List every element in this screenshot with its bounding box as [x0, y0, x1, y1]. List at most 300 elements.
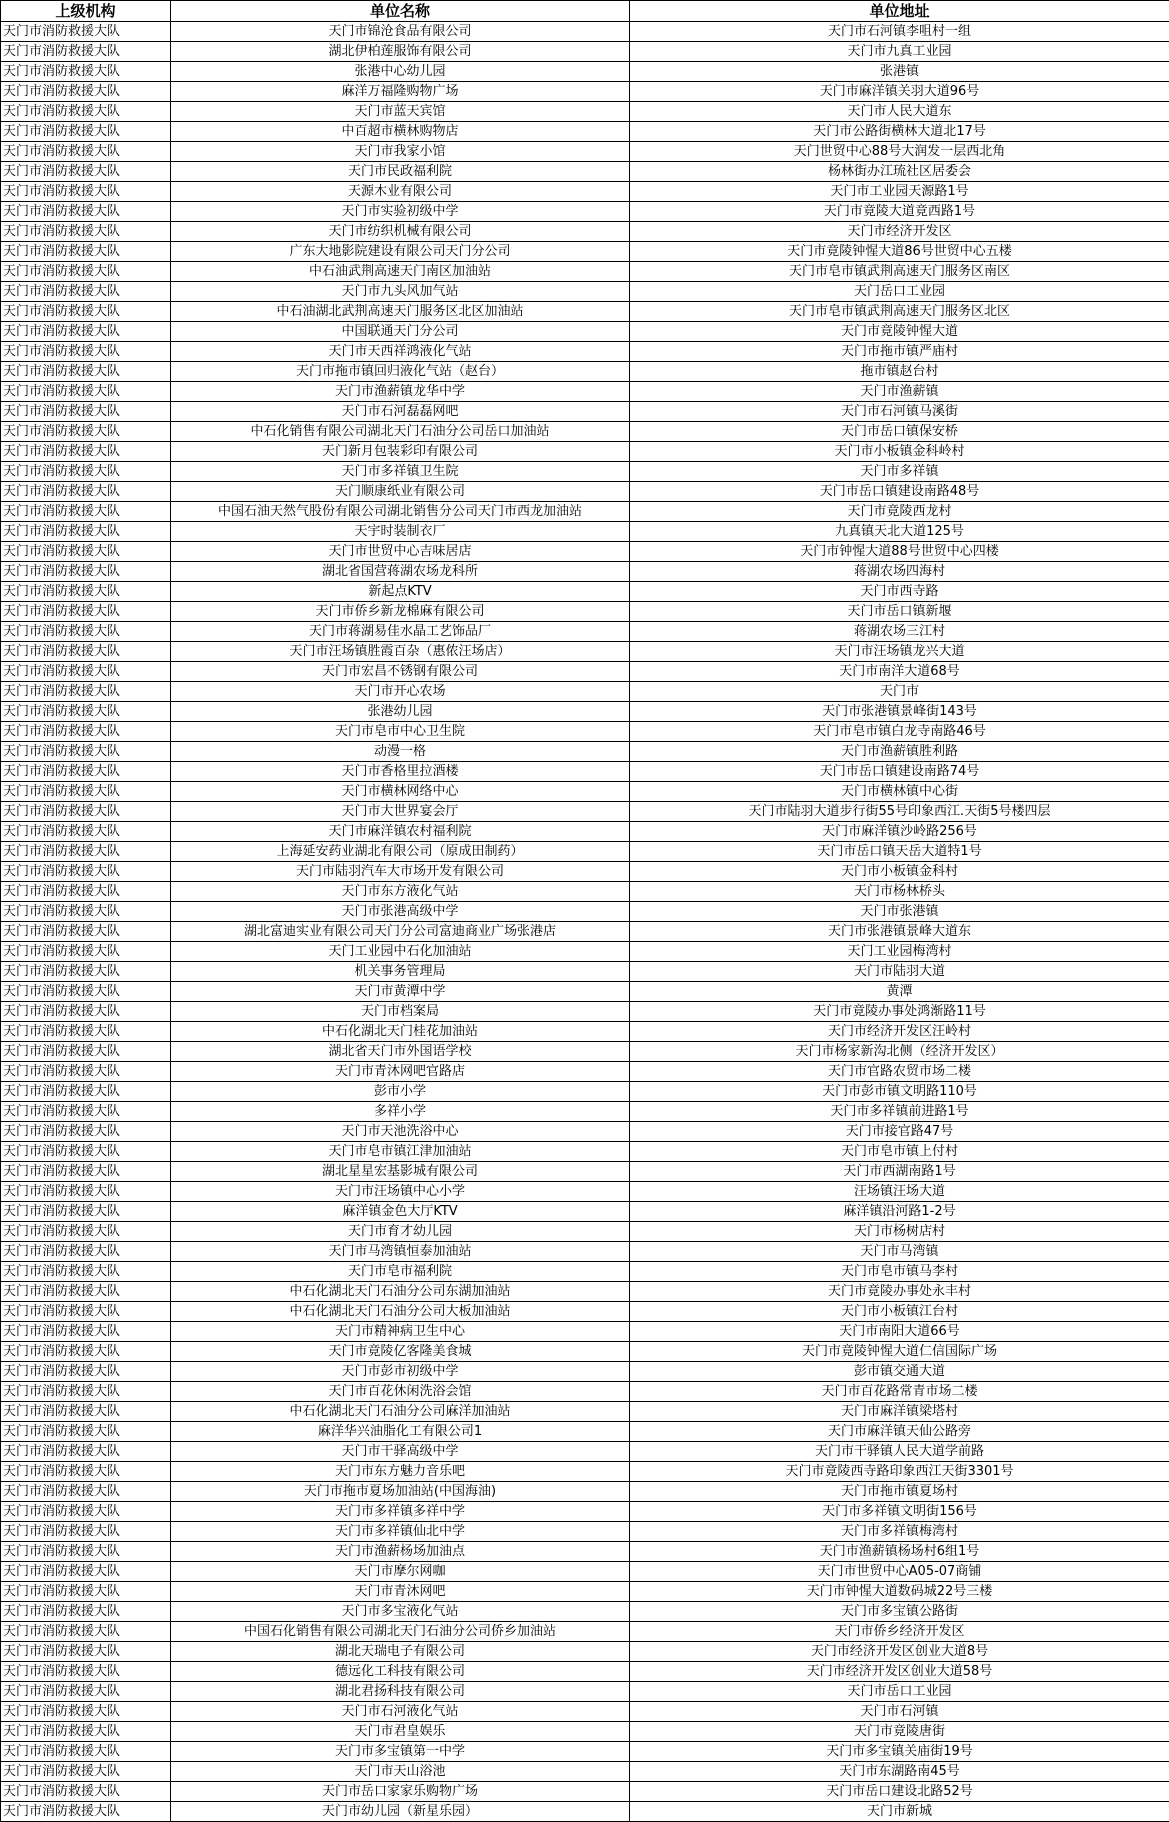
table-row [1, 882, 1169, 902]
unit-name-cell: 天门市开心农场 [171, 682, 630, 702]
table-row [1, 1342, 1169, 1362]
table-row [1, 942, 1169, 962]
table-row [1, 142, 1169, 162]
table-row [1, 502, 1169, 522]
unit-name-cell: 天门市纺织机械有限公司 [171, 222, 630, 242]
superior-org-cell: 天门市消防救援大队 [1, 1782, 171, 1802]
superior-org-cell: 天门市消防救援大队 [1, 1802, 171, 1822]
superior-org-cell: 天门市消防救援大队 [1, 1642, 171, 1662]
unit-address-cell: 天门市西湖南路1号 [630, 1162, 1169, 1182]
unit-address-cell: 天门市多宝镇关庙街19号 [630, 1742, 1169, 1762]
unit-name-cell: 湖北省国营蒋湖农场龙科所 [171, 562, 630, 582]
unit-name-cell: 中石化湖北天门石油分公司麻洋加油站 [171, 1402, 630, 1422]
superior-org-cell: 天门市消防救援大队 [1, 1182, 171, 1202]
superior-org-cell: 天门市消防救援大队 [1, 1002, 171, 1022]
unit-name-cell: 天门市多宝镇第一中学 [171, 1742, 630, 1762]
table-row [1, 62, 1169, 82]
unit-name-cell: 天门市横林网络中心 [171, 782, 630, 802]
unit-name-cell: 彭市小学 [171, 1082, 630, 1102]
unit-name-cell: 天门市干驿高级中学 [171, 1442, 630, 1462]
unit-address-cell: 天门市东湖路南45号 [630, 1762, 1169, 1782]
table-row [1, 1722, 1169, 1742]
table-row [1, 1042, 1169, 1062]
unit-name-cell: 天门市黄潭中学 [171, 982, 630, 1002]
unit-name-cell: 天门市石河磊磊网吧 [171, 402, 630, 422]
superior-org-cell: 天门市消防救援大队 [1, 682, 171, 702]
unit-name-cell: 天门市百花休闲洗浴会馆 [171, 1382, 630, 1402]
unit-name-cell: 天门市汪场镇中心小学 [171, 1182, 630, 1202]
superior-org-cell: 天门市消防救援大队 [1, 882, 171, 902]
unit-address-cell: 天门市竟陵西寺路印象西江天街3301号 [630, 1462, 1169, 1482]
table-row [1, 342, 1169, 362]
unit-name-cell: 天门市青沐网吧官路店 [171, 1062, 630, 1082]
table-row [1, 242, 1169, 262]
table-row [1, 1162, 1169, 1182]
unit-address-cell: 天门市小板镇金科村 [630, 862, 1169, 882]
unit-address-cell: 天门工业园梅湾村 [630, 942, 1169, 962]
superior-org-cell: 天门市消防救援大队 [1, 722, 171, 742]
superior-org-cell: 天门市消防救援大队 [1, 1222, 171, 1242]
superior-org-cell: 天门市消防救援大队 [1, 122, 171, 142]
table-row [1, 562, 1169, 582]
table-row [1, 642, 1169, 662]
superior-org-cell: 天门市消防救援大队 [1, 502, 171, 522]
table-row [1, 1222, 1169, 1242]
superior-org-cell: 天门市消防救援大队 [1, 562, 171, 582]
unit-name-cell: 湖北星星宏基影城有限公司 [171, 1162, 630, 1182]
table-row [1, 962, 1169, 982]
unit-name-cell: 张港中心幼儿园 [171, 62, 630, 82]
unit-name-cell: 湖北天瑞电子有限公司 [171, 1642, 630, 1662]
superior-org-cell: 天门市消防救援大队 [1, 1582, 171, 1602]
unit-address-cell: 天门市竟陵唐街 [630, 1722, 1169, 1742]
superior-org-cell: 天门市消防救援大队 [1, 442, 171, 462]
header-unit-address: 单位地址 [630, 1, 1169, 22]
table-row [1, 1662, 1169, 1682]
table-row [1, 1122, 1169, 1142]
superior-org-cell: 天门市消防救援大队 [1, 222, 171, 242]
unit-address-cell: 天门市多祥镇 [630, 462, 1169, 482]
table-row [1, 402, 1169, 422]
unit-address-cell: 天门市九真工业园 [630, 42, 1169, 62]
unit-address-cell: 天门市人民大道东 [630, 102, 1169, 122]
table-row [1, 1482, 1169, 1502]
unit-name-cell: 动漫一格 [171, 742, 630, 762]
unit-address-cell: 天门市竟陵办事处鸿渐路11号 [630, 1002, 1169, 1022]
unit-address-cell: 天门市竟陵钟惺大道仁信国际广场 [630, 1342, 1169, 1362]
unit-name-cell: 天门市育才幼儿园 [171, 1222, 630, 1242]
unit-name-cell: 天门市天山浴池 [171, 1762, 630, 1782]
table-row [1, 262, 1169, 282]
superior-org-cell: 天门市消防救援大队 [1, 102, 171, 122]
unit-name-cell: 中石化湖北天门石油分公司大板加油站 [171, 1302, 630, 1322]
unit-address-cell: 天门市张港镇景峰街143号 [630, 702, 1169, 722]
unit-name-cell: 天门市渔薪杨场加油点 [171, 1542, 630, 1562]
unit-address-cell: 天门市多祥镇梅湾村 [630, 1522, 1169, 1542]
unit-address-cell: 天门市麻洋镇天仙公路旁 [630, 1422, 1169, 1442]
superior-org-cell: 天门市消防救援大队 [1, 1742, 171, 1762]
superior-org-cell: 天门市消防救援大队 [1, 1422, 171, 1442]
unit-address-cell: 黄潭 [630, 982, 1169, 1002]
table-row [1, 542, 1169, 562]
unit-address-cell: 天门市多祥镇前进路1号 [630, 1102, 1169, 1122]
superior-org-cell: 天门市消防救援大队 [1, 1062, 171, 1082]
unit-name-cell: 天门市多祥镇卫生院 [171, 462, 630, 482]
superior-org-cell: 天门市消防救援大队 [1, 282, 171, 302]
unit-name-cell: 中石化湖北天门石油分公司东湖加油站 [171, 1282, 630, 1302]
unit-name-cell: 天门市实验初级中学 [171, 202, 630, 222]
table-row [1, 442, 1169, 462]
superior-org-cell: 天门市消防救援大队 [1, 342, 171, 362]
unit-address-cell: 天门市接官路47号 [630, 1122, 1169, 1142]
unit-name-cell: 广东大地影院建设有限公司天门分公司 [171, 242, 630, 262]
unit-address-cell: 天门市岳口镇建设南路48号 [630, 482, 1169, 502]
unit-address-cell: 天门市皂市镇马李村 [630, 1262, 1169, 1282]
header-unit-name: 单位名称 [171, 1, 630, 22]
unit-address-cell: 天门市皂市镇白龙寺南路46号 [630, 722, 1169, 742]
unit-address-cell: 天门市石河镇马溪街 [630, 402, 1169, 422]
table-row [1, 1682, 1169, 1702]
unit-name-cell: 天门市竟陵亿客隆美食城 [171, 1342, 630, 1362]
unit-name-cell: 天门顺康纸业有限公司 [171, 482, 630, 502]
superior-org-cell: 天门市消防救援大队 [1, 1042, 171, 1062]
unit-address-cell: 蒋湖农场三江村 [630, 622, 1169, 642]
superior-org-cell: 天门市消防救援大队 [1, 82, 171, 102]
unit-name-cell: 天门市君皇娱乐 [171, 1722, 630, 1742]
unit-address-cell: 天门市马湾镇 [630, 1242, 1169, 1262]
superior-org-cell: 天门市消防救援大队 [1, 642, 171, 662]
table-row [1, 82, 1169, 102]
table-row [1, 1362, 1169, 1382]
superior-org-cell: 天门市消防救援大队 [1, 322, 171, 342]
superior-org-cell: 天门市消防救援大队 [1, 662, 171, 682]
unit-address-cell: 天门市官路农贸市场二楼 [630, 1062, 1169, 1082]
unit-address-cell: 天门市竟陵钟惺大道 [630, 322, 1169, 342]
unit-address-cell: 天门市石河镇李咀村一组 [630, 22, 1169, 42]
unit-name-cell: 天门市多祥镇多祥中学 [171, 1502, 630, 1522]
superior-org-cell: 天门市消防救援大队 [1, 62, 171, 82]
unit-address-cell: 天门世贸中心88号大润发一层西北角 [630, 142, 1169, 162]
table-row [1, 422, 1169, 442]
superior-org-cell: 天门市消防救援大队 [1, 1682, 171, 1702]
superior-org-cell: 天门市消防救援大队 [1, 1142, 171, 1162]
unit-address-cell: 天门市新城 [630, 1802, 1169, 1822]
table-row [1, 762, 1169, 782]
unit-address-cell: 拖市镇赵台村 [630, 362, 1169, 382]
superior-org-cell: 天门市消防救援大队 [1, 202, 171, 222]
unit-address-cell: 麻洋镇沿河路1-2号 [630, 1202, 1169, 1222]
unit-name-cell: 新起点KTV [171, 582, 630, 602]
unit-name-cell: 天门市石河液化气站 [171, 1702, 630, 1722]
unit-address-cell: 天门市南阳大道66号 [630, 1322, 1169, 1342]
unit-name-cell: 天门市青沐网吧 [171, 1582, 630, 1602]
superior-org-cell: 天门市消防救援大队 [1, 1162, 171, 1182]
unit-name-cell: 天门市精神病卫生中心 [171, 1322, 630, 1342]
unit-address-cell: 天门市拖市镇夏场村 [630, 1482, 1169, 1502]
table-row [1, 1322, 1169, 1342]
unit-name-cell: 天门市汪场镇胜霞百杂（惠侬汪场店） [171, 642, 630, 662]
table-row [1, 282, 1169, 302]
unit-name-cell: 天门市东方液化气站 [171, 882, 630, 902]
table-row [1, 1582, 1169, 1602]
table-row [1, 622, 1169, 642]
unit-address-cell: 天门市小板镇金科岭村 [630, 442, 1169, 462]
unit-name-cell: 天源木业有限公司 [171, 182, 630, 202]
table-row [1, 1802, 1169, 1822]
unit-name-cell: 天门市民政福利院 [171, 162, 630, 182]
table-row [1, 1062, 1169, 1082]
superior-org-cell: 天门市消防救援大队 [1, 22, 171, 42]
unit-address-cell: 天门市拖市镇严庙村 [630, 342, 1169, 362]
unit-address-cell: 天门市经济开发区创业大道8号 [630, 1642, 1169, 1662]
superior-org-cell: 天门市消防救援大队 [1, 1602, 171, 1622]
table-row [1, 1742, 1169, 1762]
table-row [1, 22, 1169, 42]
table-row [1, 222, 1169, 242]
superior-org-cell: 天门市消防救援大队 [1, 1302, 171, 1322]
unit-address-cell: 彭市镇交通大道 [630, 1362, 1169, 1382]
superior-org-cell: 天门市消防救援大队 [1, 1622, 171, 1642]
superior-org-cell: 天门市消防救援大队 [1, 842, 171, 862]
unit-name-cell: 天门市东方魅力音乐吧 [171, 1462, 630, 1482]
unit-address-cell: 天门市石河镇 [630, 1702, 1169, 1722]
table-row [1, 1462, 1169, 1482]
unit-name-cell: 天宇时装制衣厂 [171, 522, 630, 542]
table-row [1, 1022, 1169, 1042]
unit-address-cell: 天门市西寺路 [630, 582, 1169, 602]
unit-address-cell: 天门市岳口工业园 [630, 1682, 1169, 1702]
unit-address-cell: 天门市竟陵西龙村 [630, 502, 1169, 522]
unit-address-cell: 天门市彭市镇文明路110号 [630, 1082, 1169, 1102]
table-row [1, 1702, 1169, 1722]
table-row [1, 1782, 1169, 1802]
unit-name-cell: 麻洋万福隆购物广场 [171, 82, 630, 102]
unit-address-cell: 天门市多宝镇公路街 [630, 1602, 1169, 1622]
superior-org-cell: 天门市消防救援大队 [1, 522, 171, 542]
table-row [1, 322, 1169, 342]
unit-address-cell: 天门市岳口建设北路52号 [630, 1782, 1169, 1802]
table-row [1, 1442, 1169, 1462]
unit-name-cell: 天门市皂市中心卫生院 [171, 722, 630, 742]
unit-name-cell: 天门工业园中石化加油站 [171, 942, 630, 962]
superior-org-cell: 天门市消防救援大队 [1, 1482, 171, 1502]
unit-address-cell: 杨林街办江琉社区居委会 [630, 162, 1169, 182]
superior-org-cell: 天门市消防救援大队 [1, 1522, 171, 1542]
unit-name-cell: 中国石化销售有限公司湖北天门石油分公司侨乡加油站 [171, 1622, 630, 1642]
unit-address-cell: 天门市杨家新沟北侧（经济开发区） [630, 1042, 1169, 1062]
table-row [1, 902, 1169, 922]
superior-org-cell: 天门市消防救援大队 [1, 782, 171, 802]
unit-address-cell: 九真镇天北大道125号 [630, 522, 1169, 542]
superior-org-cell: 天门市消防救援大队 [1, 182, 171, 202]
table-row [1, 1082, 1169, 1102]
unit-name-cell: 天门市世贸中心吉味居店 [171, 542, 630, 562]
unit-address-cell: 天门市张港镇景峰大道东 [630, 922, 1169, 942]
unit-name-cell: 天门市拖市镇回归液化气站（赵台） [171, 362, 630, 382]
table-row [1, 1142, 1169, 1162]
table-row [1, 1002, 1169, 1022]
table-row [1, 1562, 1169, 1582]
superior-org-cell: 天门市消防救援大队 [1, 1542, 171, 1562]
unit-name-cell: 麻洋华兴油脂化工有限公司1 [171, 1422, 630, 1442]
superior-org-cell: 天门市消防救援大队 [1, 1762, 171, 1782]
unit-name-cell: 德远化工科技有限公司 [171, 1662, 630, 1682]
unit-name-cell: 天门市摩尔网咖 [171, 1562, 630, 1582]
table-row [1, 822, 1169, 842]
unit-name-cell: 天门市大世界宴会厅 [171, 802, 630, 822]
unit-name-cell: 天门市香格里拉酒楼 [171, 762, 630, 782]
unit-name-cell: 天门市岳口家家乐购物广场 [171, 1782, 630, 1802]
unit-address-cell: 天门市麻洋镇关羽大道96号 [630, 82, 1169, 102]
superior-org-cell: 天门市消防救援大队 [1, 1462, 171, 1482]
superior-org-cell: 天门市消防救援大队 [1, 1022, 171, 1042]
table-row [1, 602, 1169, 622]
superior-org-cell: 天门市消防救援大队 [1, 1402, 171, 1422]
unit-name-cell: 中石油武荆高速天门南区加油站 [171, 262, 630, 282]
unit-address-cell: 天门市钟惺大道88号世贸中心四楼 [630, 542, 1169, 562]
unit-address-cell: 天门市 [630, 682, 1169, 702]
superior-org-cell: 天门市消防救援大队 [1, 822, 171, 842]
unit-name-cell: 中石化湖北天门桂花加油站 [171, 1022, 630, 1042]
superior-org-cell: 天门市消防救援大队 [1, 142, 171, 162]
unit-name-cell: 天门市幼儿园（新星乐园） [171, 1802, 630, 1822]
table-row [1, 162, 1169, 182]
superior-org-cell: 天门市消防救援大队 [1, 602, 171, 622]
table-row [1, 1262, 1169, 1282]
unit-address-cell: 天门市张港镇 [630, 902, 1169, 922]
table-row [1, 42, 1169, 62]
table-row [1, 362, 1169, 382]
superior-org-cell: 天门市消防救援大队 [1, 1282, 171, 1302]
unit-address-cell: 天门市多祥镇文明街156号 [630, 1502, 1169, 1522]
unit-name-cell: 中百超市横林购物店 [171, 122, 630, 142]
superior-org-cell: 天门市消防救援大队 [1, 1702, 171, 1722]
table-row [1, 1242, 1169, 1262]
unit-address-cell: 天门市小板镇江台村 [630, 1302, 1169, 1322]
superior-org-cell: 天门市消防救援大队 [1, 962, 171, 982]
table-row [1, 1402, 1169, 1422]
superior-org-cell: 天门市消防救援大队 [1, 762, 171, 782]
header-superior-org: 上级机构 [1, 1, 171, 22]
unit-name-cell: 中国联通天门分公司 [171, 322, 630, 342]
superior-org-cell: 天门市消防救援大队 [1, 1342, 171, 1362]
unit-address-cell: 天门市经济开发区创业大道58号 [630, 1662, 1169, 1682]
unit-name-cell: 中国石油天然气股份有限公司湖北销售分公司天门市西龙加油站 [171, 502, 630, 522]
superior-org-cell: 天门市消防救援大队 [1, 422, 171, 442]
unit-address-cell: 天门市岳口镇新堰 [630, 602, 1169, 622]
unit-name-cell: 湖北君扬科技有限公司 [171, 1682, 630, 1702]
unit-name-cell: 天门市多祥镇仙北中学 [171, 1522, 630, 1542]
unit-address-cell: 天门市杨林桥头 [630, 882, 1169, 902]
unit-address-cell: 天门市陆羽大道 [630, 962, 1169, 982]
table-row [1, 1602, 1169, 1622]
unit-name-cell: 天门市麻洋镇农村福利院 [171, 822, 630, 842]
unit-address-cell: 天门市干驿镇人民大道学前路 [630, 1442, 1169, 1462]
table-row [1, 862, 1169, 882]
unit-address-cell: 天门市工业园天源路1号 [630, 182, 1169, 202]
unit-address-cell: 天门市世贸中心A05-07商铺 [630, 1562, 1169, 1582]
unit-address-cell: 天门市钟惺大道数码城22号三楼 [630, 1582, 1169, 1602]
unit-name-cell: 天门市天池洗浴中心 [171, 1122, 630, 1142]
unit-name-cell: 天门市锦沧食品有限公司 [171, 22, 630, 42]
unit-address-cell: 天门市岳口镇天岳大道特1号 [630, 842, 1169, 862]
table-row [1, 1522, 1169, 1542]
unit-name-cell: 天门市彭市初级中学 [171, 1362, 630, 1382]
superior-org-cell: 天门市消防救援大队 [1, 742, 171, 762]
superior-org-cell: 天门市消防救援大队 [1, 1502, 171, 1522]
superior-org-cell: 天门市消防救援大队 [1, 702, 171, 722]
unit-address-cell: 天门市麻洋镇沙岭路256号 [630, 822, 1169, 842]
unit-address-cell: 天门市经济开发区 [630, 222, 1169, 242]
unit-address-cell: 天门市皂市镇武荆高速天门服务区南区 [630, 262, 1169, 282]
unit-name-cell: 天门市九头风加气站 [171, 282, 630, 302]
table-row [1, 1502, 1169, 1522]
table-row [1, 182, 1169, 202]
unit-name-cell: 天门市马湾镇恒泰加油站 [171, 1242, 630, 1262]
table-row [1, 1622, 1169, 1642]
unit-address-cell: 天门市竟陵大道竟西路1号 [630, 202, 1169, 222]
table-row [1, 522, 1169, 542]
unit-name-cell: 天门市侨乡新龙棉麻有限公司 [171, 602, 630, 622]
superior-org-cell: 天门市消防救援大队 [1, 1562, 171, 1582]
table-row [1, 1382, 1169, 1402]
superior-org-cell: 天门市消防救援大队 [1, 1662, 171, 1682]
unit-address-cell: 天门市侨乡经济开发区 [630, 1622, 1169, 1642]
superior-org-cell: 天门市消防救援大队 [1, 462, 171, 482]
table-row [1, 122, 1169, 142]
unit-name-cell: 上海延安药业湖北有限公司（原成田制药） [171, 842, 630, 862]
superior-org-cell: 天门市消防救援大队 [1, 1122, 171, 1142]
superior-org-cell: 天门市消防救援大队 [1, 42, 171, 62]
table-body [1, 22, 1169, 1822]
superior-org-cell: 天门市消防救援大队 [1, 362, 171, 382]
superior-org-cell: 天门市消防救援大队 [1, 622, 171, 642]
table-row [1, 382, 1169, 402]
unit-address-cell: 天门市渔薪镇杨场村6组1号 [630, 1542, 1169, 1562]
unit-name-cell: 中石油湖北武荆高速天门服务区北区加油站 [171, 302, 630, 322]
unit-name-cell: 天门市我家小馆 [171, 142, 630, 162]
superior-org-cell: 天门市消防救援大队 [1, 382, 171, 402]
unit-address-cell: 天门市公路街横林大道北17号 [630, 122, 1169, 142]
superior-org-cell: 天门市消防救援大队 [1, 542, 171, 562]
unit-name-cell: 中石化销售有限公司湖北天门石油分公司岳口加油站 [171, 422, 630, 442]
unit-name-cell: 天门市多宝液化气站 [171, 1602, 630, 1622]
unit-name-cell: 天门市天西祥鸿液化气站 [171, 342, 630, 362]
unit-address-cell: 天门市渔薪镇胜利路 [630, 742, 1169, 762]
superior-org-cell: 天门市消防救援大队 [1, 1242, 171, 1262]
unit-address-cell: 天门市麻洋镇梁塔村 [630, 1402, 1169, 1422]
unit-address-cell: 天门市渔薪镇 [630, 382, 1169, 402]
superior-org-cell: 天门市消防救援大队 [1, 982, 171, 1002]
table-row [1, 722, 1169, 742]
superior-org-cell: 天门市消防救援大队 [1, 262, 171, 282]
unit-address-cell: 天门市岳口镇保安桥 [630, 422, 1169, 442]
superior-org-cell: 天门市消防救援大队 [1, 582, 171, 602]
table-row [1, 1302, 1169, 1322]
table-row [1, 662, 1169, 682]
unit-name-cell: 机关事务管理局 [171, 962, 630, 982]
unit-name-cell: 天门市渔薪镇龙华中学 [171, 382, 630, 402]
table-row [1, 1282, 1169, 1302]
unit-name-cell: 天门市拖市夏场加油站(中国海油) [171, 1482, 630, 1502]
table-row [1, 1762, 1169, 1782]
superior-org-cell: 天门市消防救援大队 [1, 162, 171, 182]
table-header [1, 1, 1169, 22]
superior-org-cell: 天门市消防救援大队 [1, 302, 171, 322]
superior-org-cell: 天门市消防救援大队 [1, 1722, 171, 1742]
unit-address-cell: 天门市竟陵钟惺大道86号世贸中心五楼 [630, 242, 1169, 262]
unit-address-cell: 蒋湖农场四海村 [630, 562, 1169, 582]
